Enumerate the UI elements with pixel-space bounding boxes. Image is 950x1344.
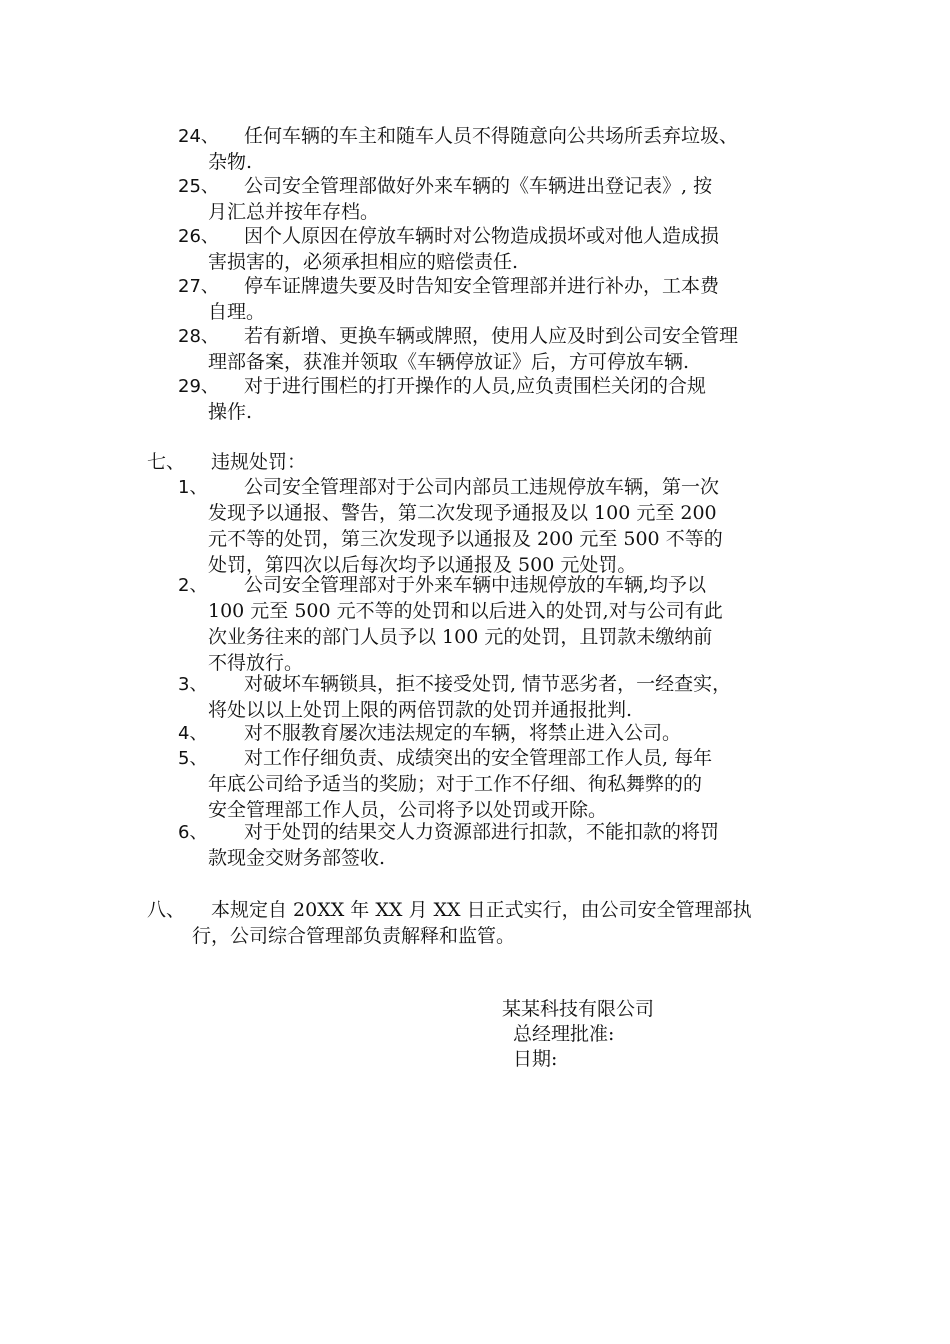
item-number: 26、: [178, 226, 219, 247]
penalty-item-1: [178, 474, 828, 578]
item-text-continued: 杂物.: [208, 151, 253, 173]
item-number: 3、: [178, 674, 208, 695]
item-text-continued: 将处以以上处罚上限的两倍罚款的处罚并通报批判.: [208, 699, 633, 721]
rule-item-29: [178, 373, 828, 425]
rule-item-26: [178, 223, 828, 275]
item-number: 24、: [178, 126, 219, 147]
item-number: 25、: [178, 176, 219, 197]
item-text: 公司安全管理部做好外来车辆的《车辆进出登记表》, 按: [244, 175, 713, 197]
penalty-item-3: [178, 671, 828, 723]
item-text: 停车证牌遗失要及时告知安全管理部并进行补办，工本费: [244, 275, 720, 297]
penalty-item-5: [178, 745, 828, 823]
item-text: 若有新增、更换车辆或牌照，使用人应及时到公司安全管理: [244, 325, 739, 347]
item-number: 4、: [178, 723, 208, 744]
item-text-continued: 年底公司给予适当的奖励；对于工作不仔细、徇私舞弊的的: [208, 773, 703, 795]
item-number: 29、: [178, 376, 219, 397]
item-text-continued: 自理。: [208, 301, 266, 323]
item-text-continued: 发现予以通报、警告，第二次发现予通报及以 100 元至 200: [208, 502, 717, 524]
item-text: 对工作仔细负责、成绩突出的安全管理部工作人员, 每年: [244, 747, 713, 769]
item-text-continued: 安全管理部工作人员，公司将予以处罚或开除。: [208, 799, 608, 821]
rule-item-28: [178, 323, 828, 375]
item-number: 27、: [178, 276, 219, 297]
item-number: 28、: [178, 326, 219, 347]
item-text-continued: 款现金交财务部签收.: [208, 847, 386, 869]
section-text-continued: 行，公司综合管理部负责解释和监管。: [192, 925, 516, 947]
item-text: 任何车辆的车主和随车人员不得随意向公共场所丢弃垃圾、: [244, 125, 739, 147]
item-text-continued: 操作.: [208, 401, 253, 423]
item-text-continued: 100 元至 500 元不等的处罚和以后进入的处罚,对与公司有此: [208, 600, 723, 622]
item-text: 对破坏车辆锁具，拒不接受处罚, 情节恶劣者，一经查实，: [244, 673, 732, 695]
item-text: 公司安全管理部对于外来车辆中违规停放的车辆,均予以: [244, 574, 707, 596]
section-number: 七、: [147, 451, 186, 473]
approval-label: 总经理批准:: [513, 1023, 615, 1045]
item-text-continued: 处罚，第四次以后每次均予以通报及 500 元处罚。: [208, 554, 637, 576]
section-text: 本规定自 20XX 年 XX 月 XX 日正式实行，由公司安全管理部执: [211, 899, 752, 921]
item-number: 1、: [178, 477, 208, 498]
penalty-item-2: [178, 572, 828, 676]
item-text: 对不服教育屡次违法规定的车辆，将禁止进入公司。: [244, 722, 682, 744]
section-number: 八、: [147, 899, 186, 921]
item-number: 6、: [178, 822, 208, 843]
date-label: 日期:: [513, 1048, 558, 1070]
rule-item-25: [178, 173, 828, 225]
penalty-item-4: [178, 720, 828, 746]
rule-item-24: [178, 123, 828, 175]
item-number: 5、: [178, 748, 208, 769]
company-name: 某某科技有限公司: [502, 998, 655, 1020]
item-text: 对于进行围栏的打开操作的人员,应负责围栏关闭的合规: [244, 375, 707, 397]
item-text: 对于处罚的结果交人力资源部进行扣款，不能扣款的将罚: [244, 821, 720, 843]
section-8: [147, 897, 827, 949]
item-text-continued: 害损害的，必须承担相应的赔偿责任.: [208, 251, 519, 273]
section-title: 违规处罚：: [211, 451, 307, 473]
item-text-continued: 次业务往来的部门人员予以 100 元的处罚，且罚款未缴纳前: [208, 626, 713, 648]
item-text: 公司安全管理部对于公司内部员工违规停放车辆，第一次: [244, 476, 720, 498]
penalty-item-6: [178, 819, 828, 871]
item-text-continued: 不得放行。: [208, 652, 304, 674]
rule-item-27: [178, 273, 828, 325]
item-number: 2、: [178, 575, 208, 596]
item-text-continued: 理部备案，获准并领取《车辆停放证》后，方可停放车辆.: [208, 351, 690, 373]
item-text-continued: 元不等的处罚，第三次发现予以通报及 200 元至 500 不等的: [208, 528, 723, 550]
section-7-heading: [147, 449, 827, 475]
item-text-continued: 月汇总并按年存档。: [208, 201, 380, 223]
item-text: 因个人原因在停放车辆时对公物造成损坏或对他人造成损: [244, 225, 720, 247]
